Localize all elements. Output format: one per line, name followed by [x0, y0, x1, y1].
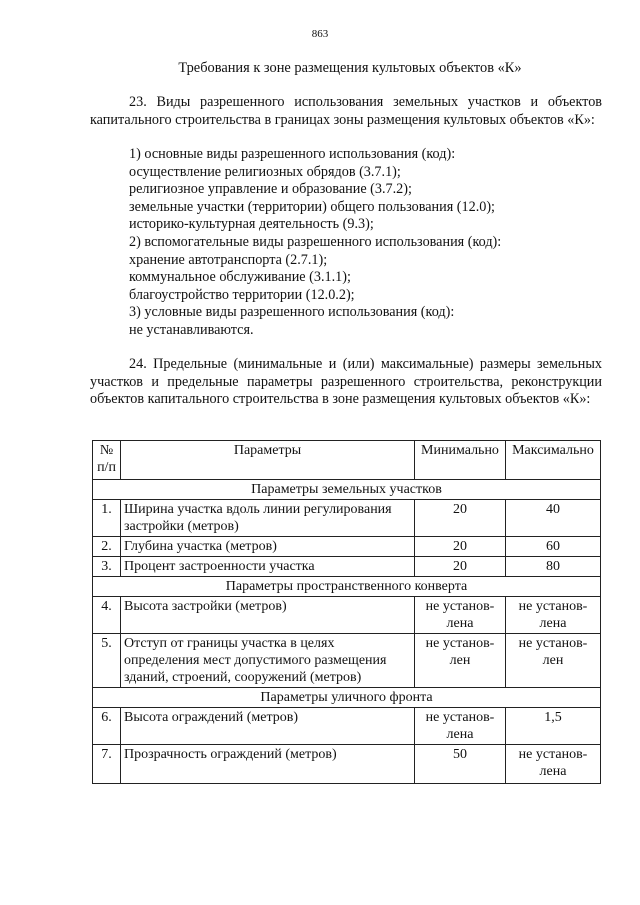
row-num: 1.	[93, 500, 121, 537]
row-num: 5.	[93, 634, 121, 688]
row-max: 80	[506, 557, 601, 577]
row-max: не установ-лена	[506, 597, 601, 634]
row-param: Глубина участка (метров)	[121, 537, 415, 557]
header-min: Минимально	[415, 441, 506, 480]
row-min: не установ-лена	[415, 708, 506, 745]
group-title: Параметры пространственного конверта	[93, 577, 601, 597]
row-num: 4.	[93, 597, 121, 634]
table-header-row	[93, 441, 601, 480]
group-title: Параметры уличного фронта	[93, 688, 601, 708]
land-use-list	[129, 146, 599, 340]
row-param: Процент застроенности участка	[121, 557, 415, 577]
page-number: 863	[311, 28, 329, 40]
paragraph-24: 24. Предельные (минимальные и (или) максимальные) размеры земельных участков и предельные параметры разрешенного строительства, реконструкции объектов капитального строительства в зоне размещения культовых объектов «К»:	[90, 356, 602, 408]
header-num: № п/п	[93, 441, 121, 480]
paragraph-23: 23. Виды разрешенного использования земельных участков и объектов капитального строительства в границах зоны размещения культовых объектов «К»:	[90, 94, 602, 128]
row-min: не установ-лен	[415, 634, 506, 688]
table-row	[93, 537, 601, 557]
list-item: хранение автотранспорта (2.7.1);	[129, 251, 328, 268]
row-min: 20	[415, 500, 506, 537]
row-param: Ширина участка вдоль линии регулирования застройки (метров)	[121, 500, 415, 537]
header-max: Максимально	[506, 441, 601, 480]
row-max: не установ-лена	[506, 745, 601, 784]
list-item: историко-культурная деятельность (9.3);	[129, 216, 374, 233]
list-item: осуществление религиозных обрядов (3.7.1);	[129, 163, 401, 180]
list-item: благоустройство территории (12.0.2);	[129, 286, 355, 303]
table-row	[93, 745, 601, 784]
list-item: религиозное управление и образование (3.7.2);	[129, 181, 412, 198]
list-item: 2) вспомогательные виды разрешенного использования (код):	[129, 233, 502, 250]
row-max: не установ-лен	[506, 634, 601, 688]
list-item: не устанавливаются.	[129, 321, 254, 338]
section-title: Требования к зоне размещения культовых объектов «К»	[178, 60, 522, 76]
parameters-table	[92, 440, 601, 784]
table-row	[93, 634, 601, 688]
header-param: Параметры	[121, 441, 415, 480]
row-num: 7.	[93, 745, 121, 784]
group-row	[93, 577, 601, 597]
list-item: земельные участки (территории) общего пользования (12.0);	[129, 198, 495, 215]
group-row	[93, 688, 601, 708]
table-row	[93, 597, 601, 634]
row-min: не установ-лена	[415, 597, 506, 634]
row-max: 1,5	[506, 708, 601, 745]
list-item: 3) условные виды разрешенного использования (код):	[129, 304, 455, 321]
row-max: 60	[506, 537, 601, 557]
row-num: 2.	[93, 537, 121, 557]
row-param: Высота застройки (метров)	[121, 597, 415, 634]
row-min: 20	[415, 537, 506, 557]
table-row	[93, 500, 601, 537]
row-num: 6.	[93, 708, 121, 745]
list-item: коммунальное обслуживание (3.1.1);	[129, 269, 351, 286]
group-title: Параметры земельных участков	[93, 480, 601, 500]
row-num: 3.	[93, 557, 121, 577]
row-param: Отступ от границы участка в целях определения мест допустимого размещения зданий, строений, сооружений (метров)	[121, 634, 415, 688]
row-param: Высота ограждений (метров)	[121, 708, 415, 745]
table-row	[93, 708, 601, 745]
table-row	[93, 557, 601, 577]
row-min: 50	[415, 745, 506, 784]
row-max: 40	[506, 500, 601, 537]
list-item: 1) основные виды разрешенного использования (код):	[129, 146, 456, 162]
row-param: Прозрачность ограждений (метров)	[121, 745, 415, 784]
row-min: 20	[415, 557, 506, 577]
group-row	[93, 480, 601, 500]
